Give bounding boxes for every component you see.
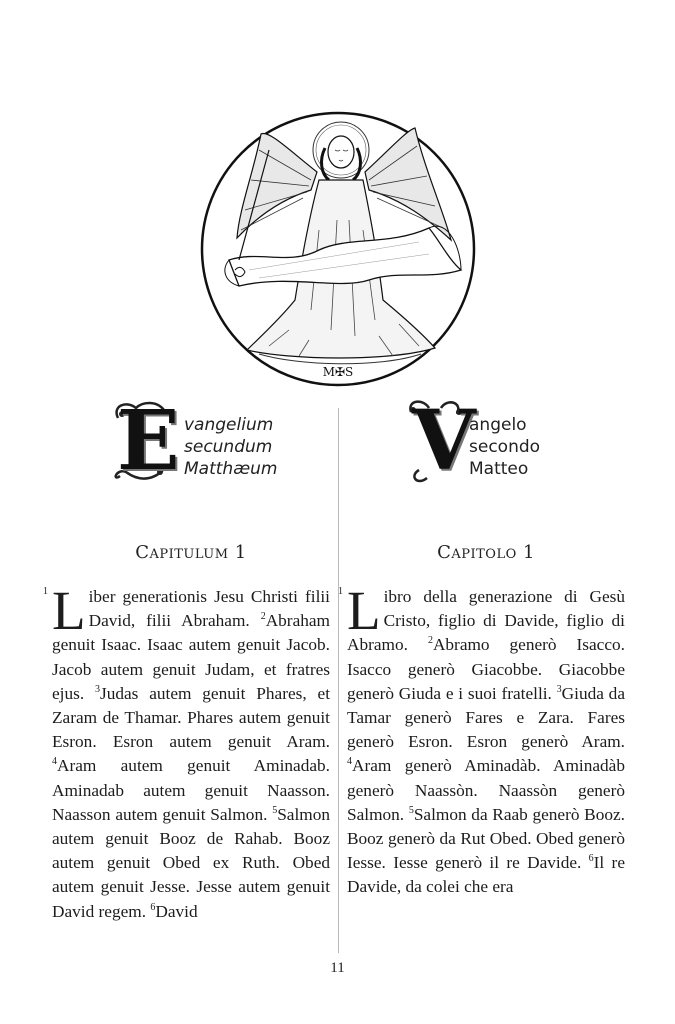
verse-text: Judas autem genuit Phares, et Zaram de Thamar. Phares autem genuit Esron. Esron autem genuit Aram. [52,683,331,752]
verse-text: Aram autem genuit Aminadab. Aminadab autem genuit Naasson. Naasson autem genuit Salmon. [52,756,330,824]
dropcap: 1 L [43,580,86,641]
verse-number: 3 [556,683,562,695]
title-line: secondo [469,437,541,457]
ornamental-initial-v: V [412,393,476,489]
verse-number: 4 [52,756,57,768]
verse-number: 6 [588,853,594,865]
title-line: Matthæum [184,459,278,479]
verse-number: 4 [347,756,352,768]
italian-body-text [338,580,625,900]
latin-gospel-title [184,414,277,480]
latin-title-block [52,393,330,498]
title-line: vangelium [184,415,274,435]
italian-chapter-heading: Capitolo 1 [437,542,535,563]
verse-number: 5 [408,804,414,816]
verse-text: Giuda da Tamar generò Fares e Zara. Fares generò Esron. Esron generò Aram. [347,683,625,752]
verse-text: Aram generò Aminadàb. Aminadàb generò Naassòn. Naassòn generò Salmon. [347,756,625,824]
latin-column [43,393,331,924]
verse-text: iber generationis Jesu Christi filii David, filii Abraham. [88,587,330,631]
italian-gospel-title [469,414,540,480]
verse-text: Il re Davide, da colei che era [347,853,625,897]
verse-number: 2 [260,611,266,623]
italian-column [338,393,625,900]
title-line: secundum [184,437,273,457]
verse-text: ibro della generazione di Gesù Cristo, figlio di Davide, figlio di Abramo. [347,587,625,655]
verse-number: 2 [427,635,433,647]
verse-text: Salmon autem genuit Booz de Rahab. Booz autem genuit Obed ex Ruth. Obed autem genuit Jesse. Jesse autem genuit David regem. [52,804,330,921]
verse-text: Salmon da Raab generò Booz. Booz generò da Rut Obed. Obed generò Iesse. Iesse generò il re Davide. [347,804,625,873]
engraver-monogram: M✠S [322,365,354,379]
verse-number: 6 [150,901,156,913]
latin-chapter-heading: Capitulum 1 [135,542,247,563]
dropcap: 1 L [338,580,381,641]
verse-number: 5 [272,804,278,816]
ornamental-initial-e: E [117,393,180,489]
verse-number: 3 [95,683,100,695]
angel-medallion-illustration [199,110,477,388]
latin-body-text [43,580,331,924]
page-number: 11 [330,960,345,976]
title-line: angelo [469,415,527,435]
title-line: Matteo [469,459,529,479]
verse-text: Abramo generò Isacco. Isacco generò Giacobbe. Giacobbe generò Giuda e i suoi fratelli. [347,635,625,703]
verse-text: Abraham genuit Isaac. Isaac autem genuit Jacob. Jacob autem genuit Judam, et fratres ejus. [52,611,330,703]
verse-text: David [155,901,198,921]
column-divider [338,408,339,953]
italian-title-block [347,393,625,498]
